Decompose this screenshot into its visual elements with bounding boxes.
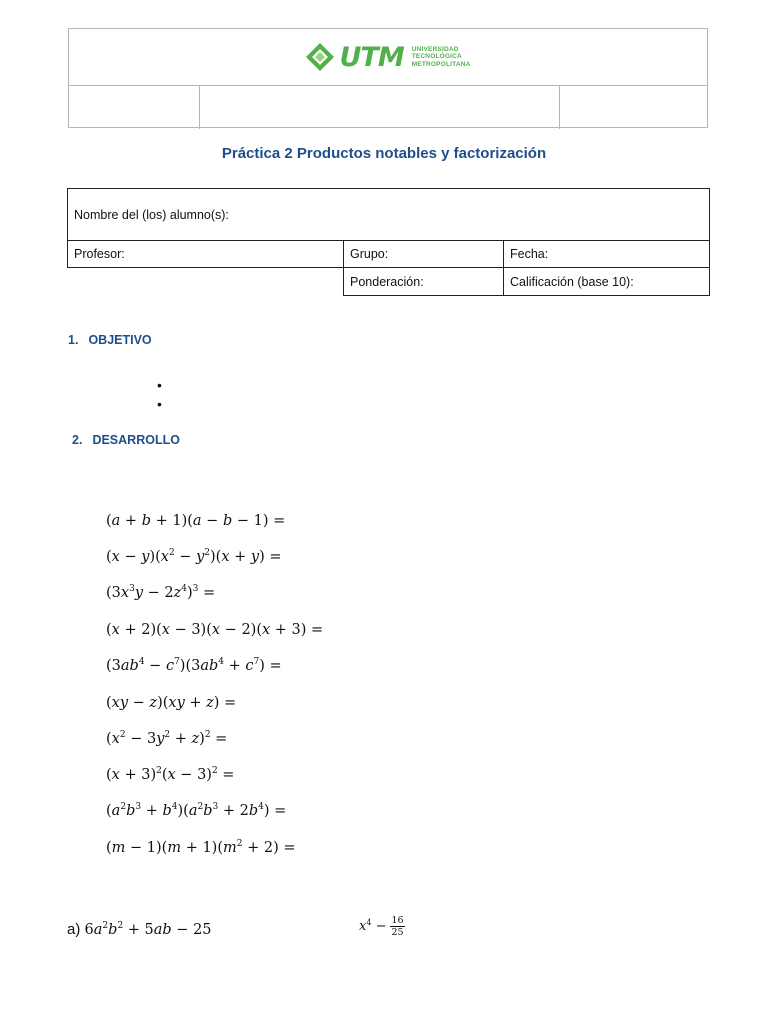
equation-2: $(x - y)(x^2 - y^2)(x + y)$ = [106, 548, 282, 565]
header-empty-row [69, 86, 707, 129]
exercise-b-expression: $x^4$ − [359, 918, 387, 934]
student-info-table [67, 188, 710, 296]
equation-7: $(x^2 - 3y^2 + z)^2$ = [106, 730, 228, 747]
equation-4: (x + 2)(x − 3)(x − 2)(x + 3) = [106, 622, 324, 638]
diamond-logo-icon [305, 42, 335, 72]
bullet-1: • [157, 377, 162, 393]
ponderacion-field[interactable]: Ponderación: [344, 268, 504, 296]
page-title: Práctica 2 Productos notables y factorización [221, 145, 547, 162]
factor-exercise-a [67, 921, 212, 938]
section-desarrollo-heading [72, 433, 180, 447]
section-number: 1. [68, 333, 79, 347]
equation-3: $(3x^3y - 2z^4)^3$ = [106, 584, 216, 601]
header-cell-left [69, 86, 200, 129]
equation-6: (xy − z)(xy + z) = [106, 695, 237, 711]
fraction: $\frac{16}{25}$ [391, 915, 404, 938]
logo-line-2: TECNOLÓGICA [411, 53, 462, 61]
equation-8: $(x + 3)^2(x - 3)^2$ = [106, 766, 235, 783]
exercise-a-expression: $6a^2b^2 + 5ab - 25$ [84, 921, 212, 938]
logo-brand-text: UTM [339, 41, 404, 73]
factor-exercise-b [359, 915, 405, 938]
equation-5: $(3ab^4 - c^7)(3ab^4 + c^7)$ = [106, 657, 282, 674]
section-label: DESARROLLO [92, 433, 180, 447]
fecha-field[interactable]: Fecha: [504, 241, 710, 268]
utm-logo [305, 42, 470, 72]
empty-cell [68, 268, 344, 296]
exercise-label: a) [67, 921, 81, 938]
calificacion-field[interactable]: Calificación (base 10): [504, 268, 710, 296]
bullet-2: • [157, 396, 162, 412]
profesor-field[interactable]: Profesor: [68, 241, 344, 268]
logo-line-3: METROPOLITANA [411, 60, 471, 68]
alumno-field[interactable]: Nombre del (los) alumno(s): [68, 189, 710, 241]
header-cell-right [560, 86, 707, 129]
logo-line-1: UNIVERSIDAD [411, 45, 459, 53]
section-number: 2. [72, 433, 83, 447]
equation-9: $(a^2b^3 + b^4)(a^2b^3 + 2b^4)$ = [106, 802, 287, 819]
equation-10: $(m - 1)(m + 1)(m^2 + 2)$ = [106, 839, 296, 856]
logo-institution-name [412, 46, 471, 69]
section-label: OBJETIVO [88, 333, 152, 347]
document-header [68, 28, 708, 128]
header-cell-middle [200, 86, 560, 129]
header-logo-row [69, 29, 707, 86]
grupo-field[interactable]: Grupo: [344, 241, 504, 268]
section-objetivo-heading [68, 333, 152, 347]
equation-1: (a + b + 1)(a − b − 1) = [106, 513, 286, 529]
